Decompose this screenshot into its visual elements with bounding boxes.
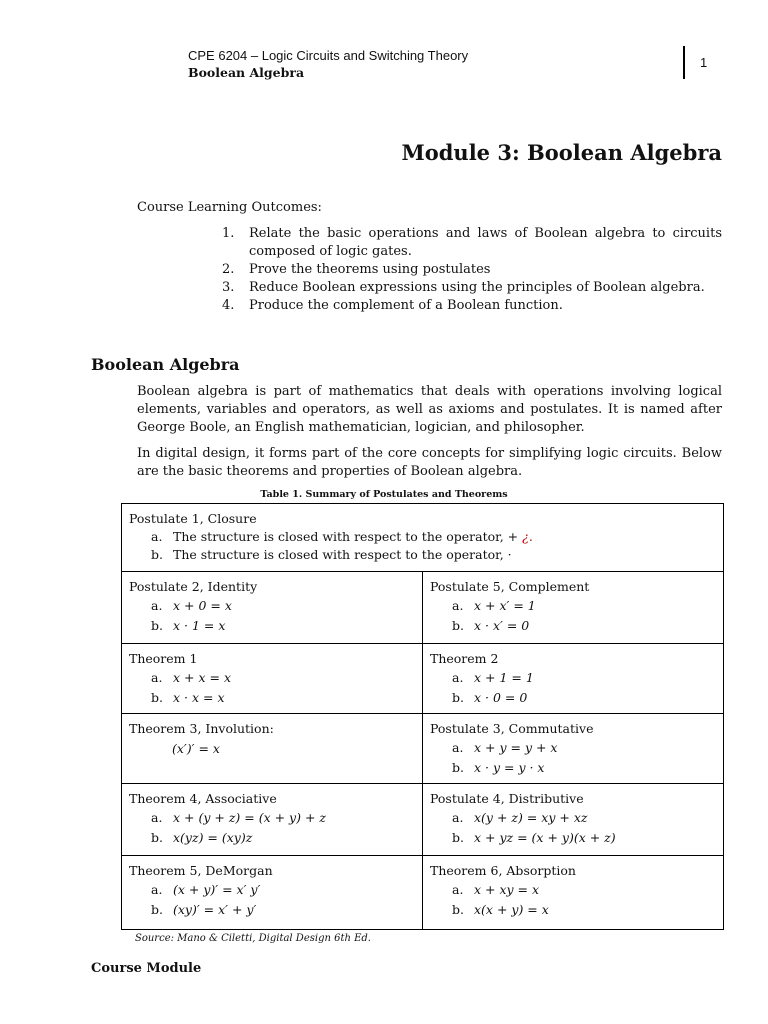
table-row (122, 504, 724, 572)
formula: x + (y + z) = (x + y) + z (173, 810, 327, 825)
list-item: b. x + yz = (x + y)(x + z) (430, 828, 716, 848)
list-item: a. x + 0 = x (129, 596, 415, 616)
list-item: b. x · 1 = x (129, 616, 415, 636)
cell-title: Theorem 2 (430, 651, 499, 666)
clo-list (222, 225, 722, 315)
formula: x · 0 = 0 (474, 690, 528, 705)
closure-a-glyph: ¿. (522, 529, 533, 544)
list-item: a. x + xy = x (430, 880, 716, 900)
list-item: a. x(y + z) = xy + xz (430, 808, 716, 828)
formula: x + yz = (x + y)(x + z) (474, 830, 616, 845)
associative-cell (122, 784, 423, 856)
formula: x(y + z) = xy + xz (474, 810, 588, 825)
formula: x · y = y · x (474, 760, 545, 775)
clo-item-number: 3. (222, 280, 235, 295)
list-item: b. x(x + y) = x (430, 900, 716, 920)
list-item: b. x · 0 = 0 (430, 688, 716, 708)
clo-item-number: 2. (222, 262, 235, 277)
cell-title: Theorem 5, DeMorgan (129, 863, 273, 878)
clo-item (222, 225, 722, 261)
footer-label: Course Module (91, 961, 202, 976)
formula: x + x′ = 1 (474, 598, 536, 613)
clo-item-number: 4. (222, 298, 235, 313)
closure-a-text: The structure is closed with respect to the operator, + (173, 529, 519, 544)
table-row (122, 714, 724, 784)
header-subtitle: Boolean Algebra (188, 65, 305, 80)
demorgan-cell (122, 856, 423, 930)
list-item: a. x + x = x (129, 668, 415, 688)
formula: x · x′ = 0 (474, 618, 530, 633)
list-item: a. x + 1 = 1 (430, 668, 716, 688)
postulates-table (121, 503, 724, 930)
list-item: b. x(yz) = (xy)z (129, 828, 415, 848)
list-item: a. (x + y)′ = x′ y′ (129, 880, 415, 900)
theorem1-cell (122, 644, 423, 714)
formula: x(x + y) = x (474, 902, 549, 917)
formula: (x + y)′ = x′ y′ (173, 882, 261, 897)
table-row (122, 856, 724, 930)
commutative-cell (423, 714, 724, 784)
list-item: a. The structure is closed with respect to the operator, + ¿. (151, 529, 533, 544)
cell-title: Postulate 5, Complement (430, 579, 590, 594)
cell-title: Theorem 3, Involution: (129, 721, 274, 736)
complement-cell (423, 572, 724, 644)
table-row (122, 572, 724, 644)
clo-item (222, 297, 722, 315)
cell-title: Theorem 1 (129, 651, 198, 666)
formula: x + 0 = x (173, 598, 232, 613)
formula: x + xy = x (474, 882, 540, 897)
cell-title: Theorem 6, Absorption (430, 863, 576, 878)
formula: x + y = y + x (474, 740, 558, 755)
list-item: b. The structure is closed with respect to the operator, · (151, 547, 512, 562)
clo-item (222, 261, 722, 279)
clo-label: Course Learning Outcomes: (137, 200, 322, 215)
identity-cell (122, 572, 423, 644)
distributive-cell (423, 784, 724, 856)
formula: x · x = x (173, 690, 225, 705)
absorption-cell (423, 856, 724, 930)
formula: x · 1 = x (173, 618, 226, 633)
formula: x + 1 = 1 (474, 670, 534, 685)
page-number: 1 (700, 55, 708, 70)
cell-title: Postulate 3, Commutative (430, 721, 594, 736)
design-paragraph: In digital design, it forms part of the core concepts for simplifying logic circuits. Below are the basic theorems and properties of Boolean algebra. (137, 446, 722, 479)
list-item: a. x + x′ = 1 (430, 596, 716, 616)
clo-item-text: Reduce Boolean expressions using the principles of Boolean algebra. (249, 280, 705, 295)
list-item: b. x · x′ = 0 (430, 616, 716, 636)
module-title: Module 3: Boolean Algebra (401, 140, 722, 165)
header-divider (683, 46, 685, 79)
clo-item-number: 1. (222, 226, 235, 241)
closure-b-text: The structure is closed with respect to the operator, · (173, 547, 512, 562)
formula: x + x = x (173, 670, 231, 685)
cell-title: Postulate 2, Identity (129, 579, 258, 594)
list-item: a. x + y = y + x (430, 738, 716, 758)
table-caption: Table 1. Summary of Postulates and Theorems (260, 489, 508, 500)
section-heading: Boolean Algebra (91, 355, 240, 374)
cell-title: Postulate 4, Distributive (430, 791, 584, 806)
table-row (122, 644, 724, 714)
theorem2-cell (423, 644, 724, 714)
source-citation: Source: Mano & Ciletti, Digital Design 6th Ed. (135, 933, 371, 944)
clo-item (222, 279, 722, 297)
list-item: b. x · x = x (129, 688, 415, 708)
list-item: a. x + (y + z) = (x + y) + z (129, 808, 415, 828)
cell-title: Postulate 1, Closure (129, 511, 257, 526)
formula: (x′)′ = x (172, 741, 220, 756)
closure-cell (122, 504, 724, 572)
list-item: b. (xy)′ = x′ + y′ (129, 900, 415, 920)
formula: (xy)′ = x′ + y′ (173, 902, 257, 917)
table-row (122, 784, 724, 856)
document-header (188, 47, 468, 81)
clo-item-text: Produce the complement of a Boolean function. (249, 298, 563, 313)
course-title: CPE 6204 – Logic Circuits and Switching Theory (188, 48, 469, 63)
list-item: b. x · y = y · x (430, 758, 716, 778)
involution-cell (122, 714, 423, 784)
clo-item-text: Prove the theorems using postulates (249, 262, 491, 277)
intro-paragraph: Boolean algebra is part of mathematics that deals with operations involving logical elements, variables and operators, as well as axioms and postulates. It is named after George Boole, an English mathematician, logician, and philosopher. (137, 384, 722, 435)
cell-title: Theorem 4, Associative (129, 791, 277, 806)
formula: x(yz) = (xy)z (173, 830, 253, 845)
clo-item-text: Relate the basic operations and laws of Boolean algebra to circuits composed of logic gates. (249, 226, 722, 259)
